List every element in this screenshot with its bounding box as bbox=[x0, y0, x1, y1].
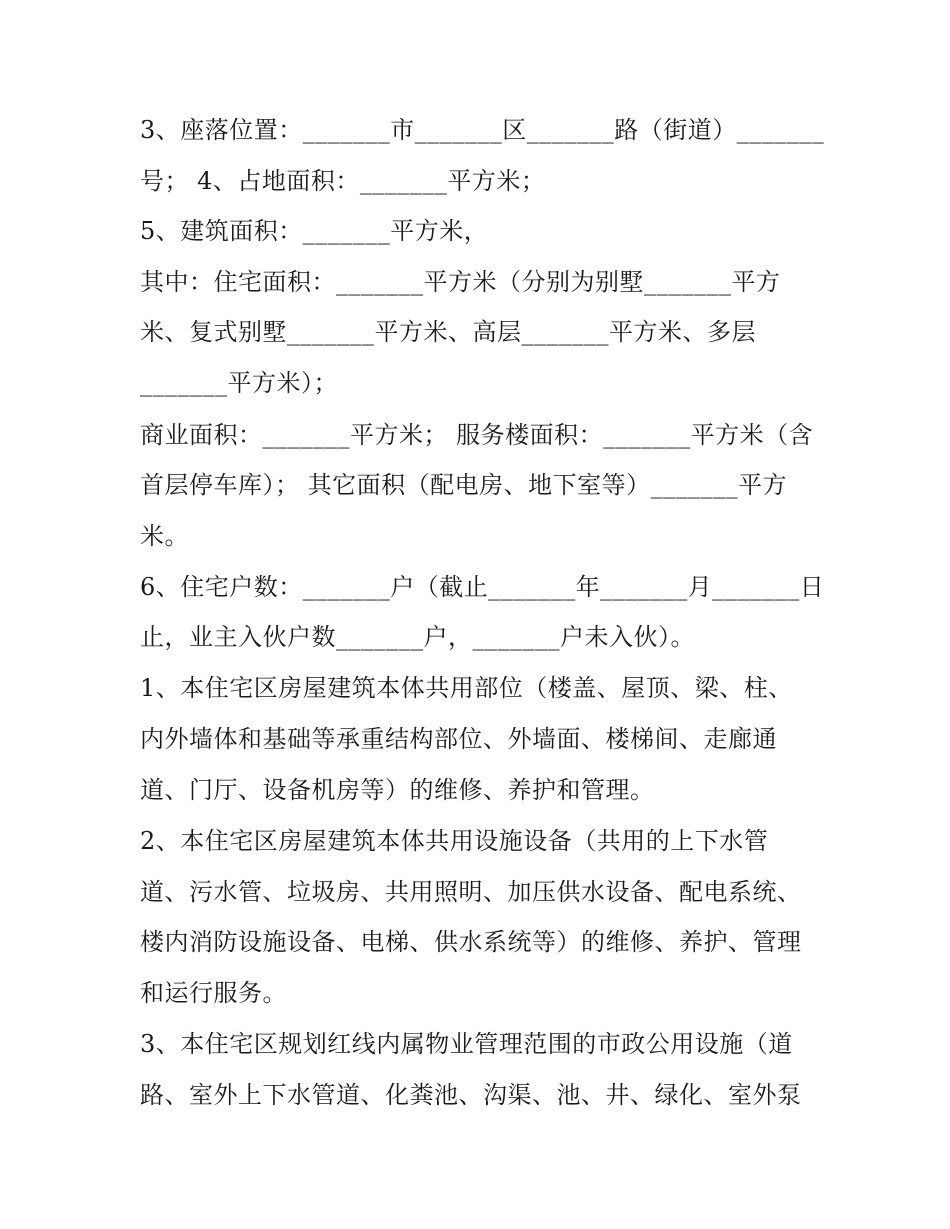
text-line: 商业面积：_______平方米； 服务楼面积：_______平方米（含 bbox=[140, 421, 814, 449]
text-line: 米、复式别墅_______平方米、高层_______平方米、多层 bbox=[140, 318, 756, 346]
text-line: 道、门厅、设备机房等）的维修、养护和管理。 bbox=[140, 776, 655, 804]
text-line: 路、室外上下水管道、化粪池、沟渠、池、井、绿化、室外泵 bbox=[140, 1081, 802, 1109]
text-line: 2、本住宅区房屋建筑本体共用设施设备（共用的上下水管 bbox=[140, 827, 769, 855]
text-line: 和运行服务。 bbox=[140, 979, 287, 1007]
text-line: 1、本住宅区房屋建筑本体共用部位（楼盖、屋顶、梁、柱、 bbox=[140, 674, 793, 702]
text-line: 3、座落位置：_______市_______区_______路（街道）_______ bbox=[140, 116, 825, 144]
text-line: 3、本住宅区规划红线内属物业管理范围的市政公用设施（道 bbox=[140, 1030, 793, 1058]
text-line: 6、住宅户数：_______户（截止_______年_______月_______日 bbox=[140, 573, 825, 601]
text-line: 道、污水管、垃圾房、共用照明、加压供水设备、配电系统、 bbox=[140, 878, 802, 906]
text-line: _______平方米）； bbox=[140, 369, 338, 397]
text-line: 5、建筑面积：_______平方米， bbox=[140, 217, 489, 245]
text-line: 号； 4、占地面积：_______平方米； bbox=[140, 167, 546, 195]
text-line: 其中：住宅面积：_______平方米（分别为别墅_______平方 bbox=[140, 268, 781, 296]
text-line: 止，业主入伙户数_______户，_______户未入伙）。 bbox=[140, 623, 695, 651]
text-line: 内外墙体和基础等承重结构部位、外墙面、楼梯间、走廊通 bbox=[140, 725, 777, 753]
text-line: 首层停车库）； 其它面积（配电房、地下室等）_______平方 bbox=[140, 471, 788, 499]
text-line: 楼内消防设施设备、电梯、供水系统等）的维修、养护、管理 bbox=[140, 928, 802, 956]
text-line: 米。 bbox=[140, 522, 189, 550]
